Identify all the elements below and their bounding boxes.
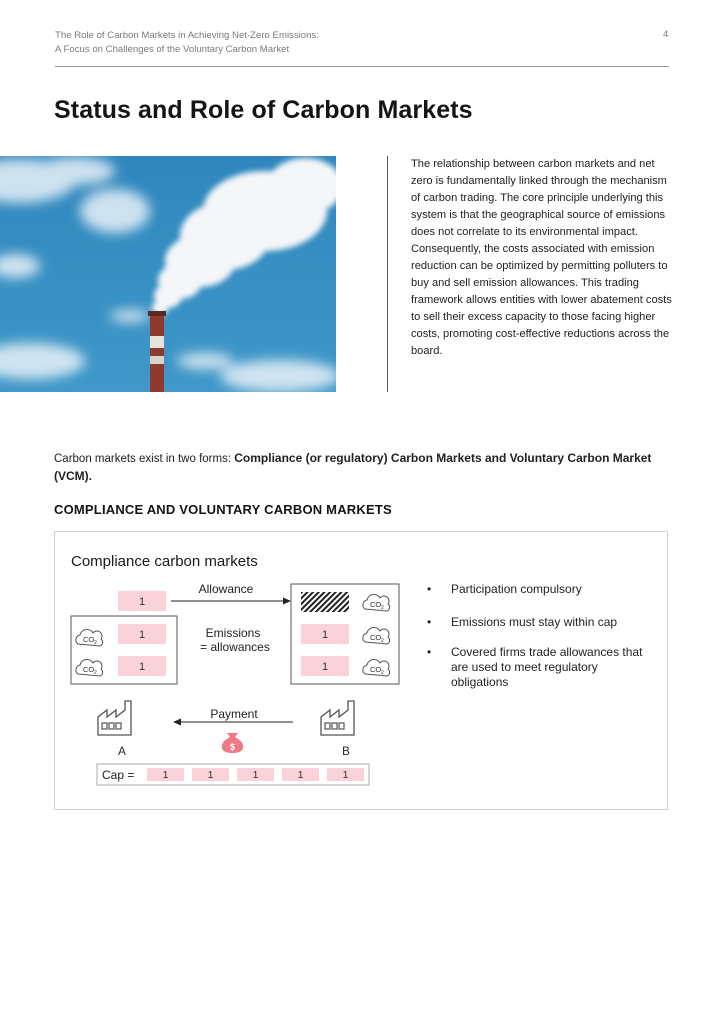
co2-cloud-icon [76, 659, 103, 676]
co2-text: CO [83, 665, 95, 674]
running-header [55, 29, 319, 57]
page-title: Status and Role of Carbon Markets [54, 96, 473, 124]
list-item: • Emissions must stay within cap [427, 615, 657, 630]
column-divider [387, 156, 388, 392]
co2-subscript: 2 [94, 640, 97, 646]
factory-icon [321, 701, 354, 735]
co2-subscript: 2 [94, 670, 97, 676]
carbon-markets-description: The relationship between carbon markets and net zero is fundamentally linked through the mechanism of carbon trading. The core principle underlying this system is that the geographical source of emissions does not correlate to its environmental impact. Consequently, the costs associated with emission reduction can be optimized by permitting polluters to buy and sell emission allowances. This trading framework allows entities with lower abatement costs to sell their excess capacity to those facing higher costs, promoting cost-effective reductions across the board. [411, 158, 672, 357]
co2-subscript: 2 [381, 670, 384, 676]
cap-cell-5-value: 1 [342, 769, 349, 781]
allowance-cell-a-1-value: 1 [138, 629, 146, 641]
co2-cloud-icon [363, 627, 390, 644]
allowance-cell-b-2-value: 1 [321, 661, 329, 673]
payment-label: Payment [210, 707, 258, 721]
co2-cloud-icon [76, 629, 103, 646]
emissions-label: Emissions [205, 626, 261, 640]
cap-cell-3-value: 1 [252, 769, 259, 781]
co2-text: CO [370, 633, 382, 642]
co2-subscript: 2 [381, 605, 384, 611]
compliance-market-figure [54, 531, 668, 810]
co2-text: CO [370, 600, 382, 609]
section-heading: COMPLIANCE AND VOLUNTARY CARBON MARKETS [54, 502, 392, 517]
co2-subscript: 2 [381, 638, 384, 644]
intro-paragraph [54, 450, 654, 486]
cap-cell-1-value: 1 [162, 769, 169, 781]
intro-emphasis: Compliance (or regulatory) Carbon Markets and Voluntary Carbon Market (VCM). [54, 451, 652, 483]
co2-cloud-icon [363, 594, 390, 611]
co2-cloud-icon [363, 659, 390, 676]
figure-title: Compliance carbon markets [71, 553, 258, 570]
allowance-cell-a-2-value: 1 [138, 661, 146, 673]
allowance-label: Allowance [198, 582, 254, 596]
cap-cell-2-value: 1 [207, 769, 214, 781]
smokestack-photo [0, 156, 336, 392]
firm-a-label: A [118, 746, 126, 758]
money-bag-icon [222, 733, 243, 753]
co2-text: CO [370, 665, 382, 674]
compliance-features-list [427, 582, 657, 690]
cap-label: Cap = [102, 768, 135, 782]
intro-text: Carbon markets exist in two forms: [54, 453, 235, 465]
list-item: • Participation compulsory [427, 582, 657, 597]
header-divider [55, 66, 669, 67]
firm-b-label: B [342, 746, 350, 758]
co2-text: CO [83, 635, 95, 644]
allowance-cell-b-1-value: 1 [321, 629, 329, 641]
page-number: 4 [663, 29, 669, 40]
running-header-line-1: The Role of Carbon Markets in Achieving Net-Zero Emissions: [55, 30, 319, 41]
list-item: • Covered firms trade allowances that are used to meet regulatory obligations [427, 645, 657, 690]
allowance-arrow-head [283, 598, 291, 605]
payment-arrow-head [173, 719, 181, 726]
received-allowance-cell [301, 592, 349, 612]
running-header-line-2: A Focus on Challenges of the Voluntary Carbon Market [55, 44, 290, 55]
allowance-cell-a-traded-value: 1 [138, 596, 146, 608]
allowances-label: = allowances [200, 640, 270, 654]
cap-cell-4-value: 1 [297, 769, 304, 781]
money-symbol: $ [229, 742, 236, 752]
factory-icon [98, 701, 131, 735]
